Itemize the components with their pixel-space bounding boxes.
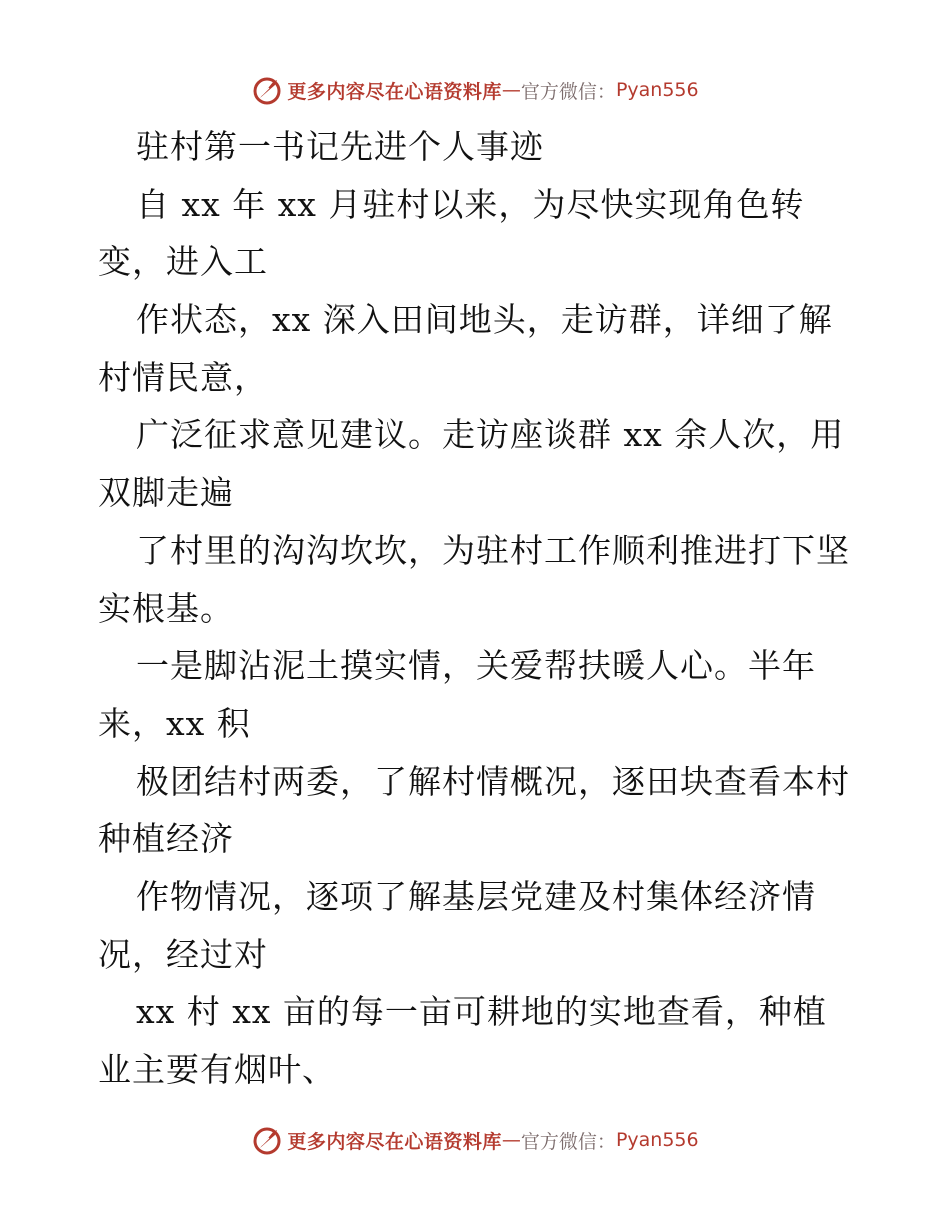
watermark-wechat-id: Pyan556 [615, 1129, 699, 1151]
paragraph-line: 极团结村两委，了解村情概况，逐田块查看本村 [136, 761, 850, 801]
watermark-wechat-label: 官方微信： [520, 80, 616, 103]
paragraph-line: 来，xx 积 [98, 703, 251, 743]
paragraph-line: 作物情况，逐项了解基层党建及村集体经济情 [136, 876, 816, 916]
paragraph-line: 自 xx 年 xx 月驻村以来，为尽快实现角色转 [136, 184, 805, 224]
document-title: 驻村第一书记先进个人事迹 [136, 127, 544, 166]
quill-logo-icon [251, 74, 283, 106]
paragraph-line: xx 村 xx 亩的每一亩可耕地的实地查看，种植 [136, 992, 827, 1032]
paragraph-line: 种植经济 [98, 819, 234, 859]
watermark-dash: — [501, 79, 521, 101]
paragraph-line: 变，进入工 [98, 242, 268, 282]
watermark-wechat-id: Pyan556 [615, 79, 699, 101]
paragraph-line: 实根基。 [98, 588, 234, 628]
watermark-site-text: 更多内容尽在心语资料库 [287, 80, 502, 103]
header-watermark [0, 70, 950, 110]
quill-logo-icon [251, 1124, 283, 1156]
footer-watermark [0, 1120, 950, 1160]
paragraph-line: 广泛征求意见建议。走访座谈群 xx 余人次，用 [136, 415, 845, 455]
paragraph-line: 况，经过对 [98, 934, 268, 974]
paragraph-line: 作状态，xx 深入田间地头，走访群，详细了解 [136, 300, 833, 340]
watermark-dash: — [501, 1129, 521, 1151]
paragraph-line: 了村里的沟沟坎坎，为驻村工作顺利推进打下坚 [136, 530, 850, 570]
paragraph-line: 业主要有烟叶、 [98, 1050, 336, 1089]
paragraph-line: 一是脚沾泥土摸实情，关爱帮扶暖人心。半年 [136, 646, 816, 686]
watermark-wechat-label: 官方微信： [520, 1130, 616, 1153]
paragraph-line: 村情民意， [98, 357, 268, 397]
paragraph-line: 双脚走遍 [98, 473, 234, 513]
watermark-site-text: 更多内容尽在心语资料库 [287, 1130, 502, 1153]
document-body [98, 118, 868, 1099]
